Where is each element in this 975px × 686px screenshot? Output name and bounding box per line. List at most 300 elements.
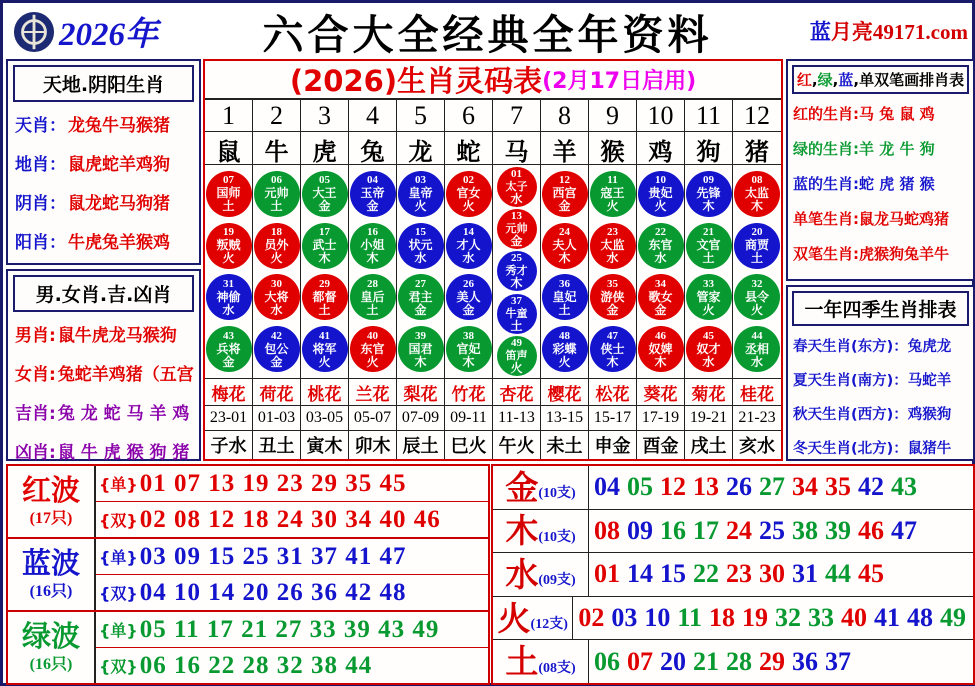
code-circle: [497, 294, 537, 334]
column-number-cell: 1: [205, 100, 253, 131]
hour-range-cell: 11-13: [493, 406, 541, 430]
column-number-cell: 9: [589, 100, 637, 131]
code-circle: [638, 171, 684, 217]
circle-role: 武士: [312, 238, 337, 253]
circle-element: 木: [606, 354, 619, 369]
wave-label: [8, 539, 96, 610]
circle-number: 15: [415, 226, 426, 239]
hour-range-cell: 15-17: [589, 406, 637, 430]
wave-count: (17只): [29, 510, 73, 528]
ball-number: 09: [627, 515, 653, 545]
code-circle: [638, 223, 684, 269]
circle-number: 12: [559, 174, 570, 187]
ball-number: 42: [858, 472, 884, 502]
column-number-cell: 6: [445, 100, 493, 131]
element-count: (10支): [538, 486, 576, 502]
color-stroke-row: [788, 166, 973, 201]
circle-column: [541, 165, 589, 378]
flower-cell: 菊花: [685, 379, 733, 405]
year-label: 2026年: [59, 16, 158, 53]
circle-element: 土: [750, 251, 763, 266]
season-row: 冬天生肖(北方)：鼠猪牛: [793, 440, 952, 457]
ball-number: 03: [611, 603, 638, 633]
element-label: [493, 466, 589, 509]
hour-range-cell: 09-11: [445, 406, 493, 430]
odd-numbers: 05 11 17 21 27 33 39 43 49: [139, 615, 440, 643]
code-circle: [302, 326, 348, 372]
category-label: 凶肖:: [15, 443, 56, 463]
hour-range-cell: 05-07: [349, 406, 397, 430]
code-circle: [398, 274, 444, 320]
ball-number: 22: [693, 559, 719, 589]
circle-element: 土: [222, 199, 235, 214]
ball-number: 15: [660, 559, 686, 589]
circle-number: 45: [703, 329, 714, 342]
ball-number: 01: [594, 559, 620, 589]
ball-number: 49: [940, 603, 966, 633]
circle-role: 皇后: [360, 289, 385, 304]
circle-role: 包公: [264, 341, 289, 356]
category-label: 天肖：: [15, 116, 66, 136]
site-red-part: 月亮49171.com: [830, 20, 968, 44]
ball-number: 06: [594, 646, 620, 676]
category-value: 兔 龙 蛇 马 羊 鸡: [57, 404, 190, 424]
circle-element: 水: [414, 251, 427, 266]
circle-element: 水: [270, 302, 283, 317]
element-numbers: [589, 516, 973, 546]
zodiac-category-row: [8, 221, 199, 260]
row-value: 马 兔 鼠 鸡: [859, 105, 935, 123]
ball-number: 30: [759, 559, 785, 589]
ball-number: 36: [792, 646, 818, 676]
code-circle: [686, 223, 732, 269]
page-header: [7, 5, 970, 57]
code-table-title-sub: (2月17日启用): [542, 69, 697, 94]
flower-cell: 兰花: [349, 379, 397, 405]
circle-role: 将军: [312, 341, 337, 356]
circle-number: 42: [271, 329, 282, 342]
circle-role: 国君: [408, 341, 433, 356]
code-circle: [398, 171, 444, 217]
circle-number: 21: [703, 226, 714, 239]
category-label: 阴肖：: [15, 194, 66, 214]
circle-role: 官妃: [456, 341, 481, 356]
element-char: 土: [505, 642, 539, 682]
circle-role: 玉帝: [360, 186, 385, 201]
hour-range-cell: 19-21: [685, 406, 733, 430]
element-numbers: [573, 603, 973, 633]
even-label: {双}: [99, 511, 138, 530]
code-circle: [590, 326, 636, 372]
circle-role: 先锋: [696, 186, 721, 201]
category-label: 男肖:: [15, 326, 56, 346]
code-circle: [350, 326, 396, 372]
circle-element: 水: [654, 251, 667, 266]
category-value: 鼠虎蛇羊鸡狗: [68, 155, 170, 175]
brand: [7, 8, 203, 55]
circle-number: 43: [223, 329, 234, 342]
nan-nv-box-header: 男.女肖.吉.凶肖: [13, 275, 194, 312]
ball-number: 08: [594, 515, 620, 545]
code-circle: [734, 274, 780, 320]
flower-cell: 葵花: [637, 379, 685, 405]
hour-range-cell: 07-09: [397, 406, 445, 430]
column-number-cell: 8: [541, 100, 589, 131]
zodiac-category-row: [8, 182, 199, 221]
zodiac-category-row: [8, 143, 199, 182]
zodiac-animal-cell: 蛇: [445, 132, 493, 167]
ball-number: 28: [726, 646, 752, 676]
ball-number: 05: [627, 472, 653, 502]
circle-element: 木: [558, 251, 571, 266]
earthly-branch-cell: 午火: [493, 431, 541, 459]
circle-role: 大王: [312, 186, 337, 201]
element-numbers: [589, 472, 973, 502]
category-value: 鼠龙蛇马狗猪: [68, 194, 170, 214]
circle-number: 04: [367, 174, 378, 187]
earthly-branch-cell: 戌土: [685, 431, 733, 459]
category-label: 阳肖：: [15, 233, 66, 253]
flower-cell: 杏花: [493, 379, 541, 405]
category-label: 吉肖:: [15, 404, 56, 424]
wave-even-line: [96, 575, 488, 610]
ball-number: 12: [660, 472, 686, 502]
circle-column: [253, 165, 301, 378]
flower-cell: 荷花: [253, 379, 301, 405]
earthly-branch-cell: 子水: [205, 431, 253, 459]
row-label: 单笔生肖:: [793, 210, 859, 228]
circle-role: 叛贼: [216, 238, 241, 253]
code-circle: [254, 274, 300, 320]
circle-element: 火: [606, 199, 619, 214]
circle-number: 48: [559, 329, 570, 342]
nan-nv-rows: [8, 314, 199, 470]
category-label: 女肖:: [15, 365, 56, 385]
circle-number: 06: [271, 174, 282, 187]
circle-element: 木: [750, 199, 763, 214]
earthly-branch-cell: 申金: [589, 431, 637, 459]
circle-role: 笛声: [505, 348, 528, 362]
code-circle: [590, 274, 636, 320]
category-value: 牛虎兔羊猴鸡: [68, 233, 170, 253]
circle-number: 05: [319, 174, 330, 187]
color-stroke-row: [788, 131, 973, 166]
column-number-cell: 11: [685, 100, 733, 131]
ball-number: 11: [677, 603, 702, 633]
circle-number: 03: [415, 174, 426, 187]
circle-element: 金: [558, 199, 571, 214]
element-count: (08支): [538, 660, 576, 676]
circle-column: [733, 165, 781, 378]
ball-number: 18: [709, 603, 735, 633]
circle-role: 才人: [456, 238, 481, 253]
ball-number: 34: [792, 472, 818, 502]
zodiac-code-table: [203, 59, 783, 461]
row-value: 蛇 虎 猪 猴: [859, 175, 935, 193]
code-circle: [734, 171, 780, 217]
earthly-branch-cell: 酉金: [637, 431, 685, 459]
circle-number: 30: [271, 277, 282, 290]
circle-element: 木: [462, 354, 475, 369]
code-circle: [302, 171, 348, 217]
element-row: [493, 553, 973, 597]
circle-element: 火: [414, 199, 427, 214]
circle-element: 火: [462, 199, 475, 214]
zodiac-animal-cell: 牛: [253, 132, 301, 167]
circle-role: 文官: [696, 238, 721, 253]
circle-number: 39: [415, 329, 426, 342]
code-circle: [686, 274, 732, 320]
circle-number: 02: [463, 174, 474, 187]
circle-role: 丞相: [744, 341, 769, 356]
four-seasons-box: [786, 285, 975, 461]
site-link[interactable]: [772, 16, 970, 46]
code-circle: [497, 251, 537, 291]
circle-number: 34: [655, 277, 666, 290]
element-count: (12支): [530, 617, 568, 633]
circle-number: 41: [319, 329, 330, 342]
wave-even-line: [96, 648, 488, 683]
element-row: [493, 466, 973, 510]
circle-number: 27: [415, 277, 426, 290]
circle-element: 金: [510, 234, 523, 249]
circle-number: 37: [511, 294, 522, 307]
circle-element: 木: [414, 354, 427, 369]
header-part: 绿: [817, 71, 833, 89]
flower-cell: 桃花: [301, 379, 349, 405]
column-number-cell: 10: [637, 100, 685, 131]
code-circle: [350, 171, 396, 217]
element-count: (09支): [538, 573, 576, 589]
wave-count: (16只): [29, 656, 73, 674]
code-circle: [734, 223, 780, 269]
odd-numbers: 01 07 13 19 23 29 35 45: [139, 469, 407, 497]
header-part: ,: [853, 71, 860, 89]
zodiac-animal-cell: 龙: [397, 132, 445, 167]
circle-column: [301, 165, 349, 378]
circle-role: 奴婢: [648, 341, 673, 356]
ball-number: 45: [858, 559, 884, 589]
circle-element: 木: [318, 251, 331, 266]
hour-range-cell: 23-01: [205, 406, 253, 430]
circle-number: 24: [559, 226, 570, 239]
circle-element: 土: [510, 318, 523, 333]
circle-element: 土: [270, 199, 283, 214]
circle-number: 33: [703, 277, 714, 290]
row-label: 红的生肖:: [793, 105, 859, 123]
circle-role: 东官: [648, 238, 673, 253]
odd-numbers: 03 09 15 25 31 37 41 47: [139, 542, 407, 570]
earthly-branch-cell: 辰土: [397, 431, 445, 459]
earthly-branch-cell: 巳火: [445, 431, 493, 459]
circle-element: 火: [558, 354, 571, 369]
earthly-branch-cell: 丑土: [253, 431, 301, 459]
code-circle: [542, 274, 588, 320]
circle-role: 元帅: [264, 186, 289, 201]
code-circle: [254, 326, 300, 372]
category-value: 鼠 牛 虎 猴 狗 猪: [57, 443, 190, 463]
ball-number: 17: [693, 515, 719, 545]
code-circle: [734, 326, 780, 372]
ball-number: 47: [891, 515, 917, 545]
color-stroke-box: [786, 59, 975, 281]
circle-role: 国师: [216, 186, 241, 201]
code-circle: [542, 223, 588, 269]
circle-number: 09: [703, 174, 714, 187]
circle-element: 金: [366, 199, 379, 214]
zodiac-category-row: [8, 353, 199, 392]
circle-element: 木: [654, 354, 667, 369]
code-circle: [398, 223, 444, 269]
ball-number: 43: [891, 472, 917, 502]
circle-element: 木: [366, 251, 379, 266]
circle-role: 西宫: [552, 186, 577, 201]
circle-role: 员外: [264, 238, 289, 253]
circle-element: 金: [606, 302, 619, 317]
circle-role: 太监: [600, 238, 625, 253]
code-table-title-main: (2026)生肖灵码表: [289, 64, 543, 98]
nan-nv-ji-xiong-box: [6, 269, 201, 461]
coin-logo-icon: [13, 11, 55, 53]
odd-label: {单}: [99, 621, 138, 640]
wave-group: [8, 466, 488, 539]
circle-number: 16: [367, 226, 378, 239]
ball-number: 31: [792, 559, 818, 589]
ball-number: 46: [858, 515, 884, 545]
header-part: ,: [832, 71, 839, 89]
zodiac-animal-cell: 马: [493, 132, 541, 167]
circle-number: 14: [463, 226, 474, 239]
circle-column: [445, 165, 493, 378]
ball-number: 20: [660, 646, 686, 676]
circle-number: 47: [607, 329, 618, 342]
circle-number: 19: [223, 226, 234, 239]
element-char: 火: [497, 598, 531, 638]
circle-number: 10: [655, 174, 666, 187]
element-char: 金: [505, 467, 539, 507]
circle-element: 木: [702, 199, 715, 214]
ball-number: 32: [775, 603, 801, 633]
code-circle: [638, 274, 684, 320]
element-label: [493, 510, 589, 553]
hour-range-row: [205, 406, 781, 431]
four-seasons-rows: [788, 328, 973, 464]
color-stroke-row: [788, 96, 973, 131]
code-circle: [302, 223, 348, 269]
code-circle: [206, 274, 252, 320]
circle-number: 01: [511, 168, 522, 181]
hour-range-cell: 21-23: [738, 409, 776, 426]
wave-odd-line: [96, 612, 488, 648]
column-number-cell: 12: [744, 100, 770, 130]
code-table-title: [205, 61, 781, 100]
code-circle: [638, 326, 684, 372]
flower-cell: 竹花: [445, 379, 493, 405]
ball-number: 48: [907, 603, 933, 633]
earthly-branch-cell: 卯木: [349, 431, 397, 459]
column-number-row: [205, 100, 781, 132]
flower-cell: 梨花: [397, 379, 445, 405]
row-value: 鼠龙马蛇鸡猪: [859, 210, 950, 228]
ball-number: 10: [644, 603, 671, 633]
circle-element: 火: [510, 360, 523, 375]
circle-element: 水: [510, 192, 523, 207]
circle-number: 28: [367, 277, 378, 290]
circle-role: 夫人: [552, 238, 577, 253]
wave-name: 绿波: [21, 618, 80, 653]
header-part: 单双笔画排肖表: [859, 71, 965, 89]
circle-role: 君主: [408, 289, 433, 304]
circle-number: 49: [511, 336, 522, 349]
hour-range-cell: 13-15: [541, 406, 589, 430]
code-circle: [446, 326, 492, 372]
zodiac-category-row: [8, 314, 199, 353]
code-circle: [590, 171, 636, 217]
circle-element: 金: [318, 199, 331, 214]
circle-number: 23: [607, 226, 618, 239]
circle-role: 贵妃: [648, 186, 673, 201]
even-label: {双}: [99, 584, 138, 603]
tian-di-box-header: 天地.阴阳生肖: [13, 65, 194, 102]
color-stroke-row: [788, 201, 973, 236]
circle-element: 火: [222, 251, 235, 266]
circle-element: 土: [366, 302, 379, 317]
ball-number: 33: [808, 603, 834, 633]
circle-element: 金: [414, 302, 427, 317]
code-circle: [590, 223, 636, 269]
circle-role: 县令: [744, 289, 769, 304]
zodiac-animal-cell: 鼠: [205, 132, 253, 167]
code-circle: [497, 209, 537, 249]
zodiac-animal-cell: 猪: [745, 138, 769, 166]
ball-number: 19: [742, 603, 768, 633]
code-circle: [542, 171, 588, 217]
circle-role: 侠士: [600, 341, 625, 356]
ball-number: 44: [825, 559, 851, 589]
five-element-table: [491, 464, 975, 685]
ball-number: 23: [726, 559, 752, 589]
ball-number: 41: [874, 603, 900, 633]
circle-column: [349, 165, 397, 378]
circle-number: 29: [319, 277, 330, 290]
circle-role: 神偷: [216, 289, 241, 304]
circle-number: 38: [463, 329, 474, 342]
wave-label: [8, 612, 96, 683]
circle-number: 08: [751, 174, 763, 187]
color-stroke-row: [788, 236, 973, 271]
right-sidebar: [786, 59, 975, 461]
season-row: 秋天生肖(西方)：鸡猴狗: [793, 406, 952, 423]
ball-number: 37: [825, 646, 851, 676]
ball-number: 29: [759, 646, 785, 676]
wave-label: [8, 466, 96, 537]
ball-number: 26: [726, 472, 752, 502]
column-number-cell: 3: [301, 100, 349, 131]
row-value: 羊 龙 牛 狗: [859, 140, 935, 158]
flower-cell: 松花: [589, 379, 637, 405]
element-row: [493, 640, 973, 683]
code-circle: [446, 274, 492, 320]
circle-role: 东官: [360, 341, 385, 356]
wave-group: [8, 539, 488, 612]
circle-column: [685, 165, 733, 378]
circle-element: 金: [462, 302, 475, 317]
wave-group: [8, 612, 488, 683]
column-number-cell: 4: [349, 100, 397, 131]
circle-number: 32: [751, 277, 763, 290]
code-circle: [254, 171, 300, 217]
hour-range-cell: 17-19: [637, 406, 685, 430]
